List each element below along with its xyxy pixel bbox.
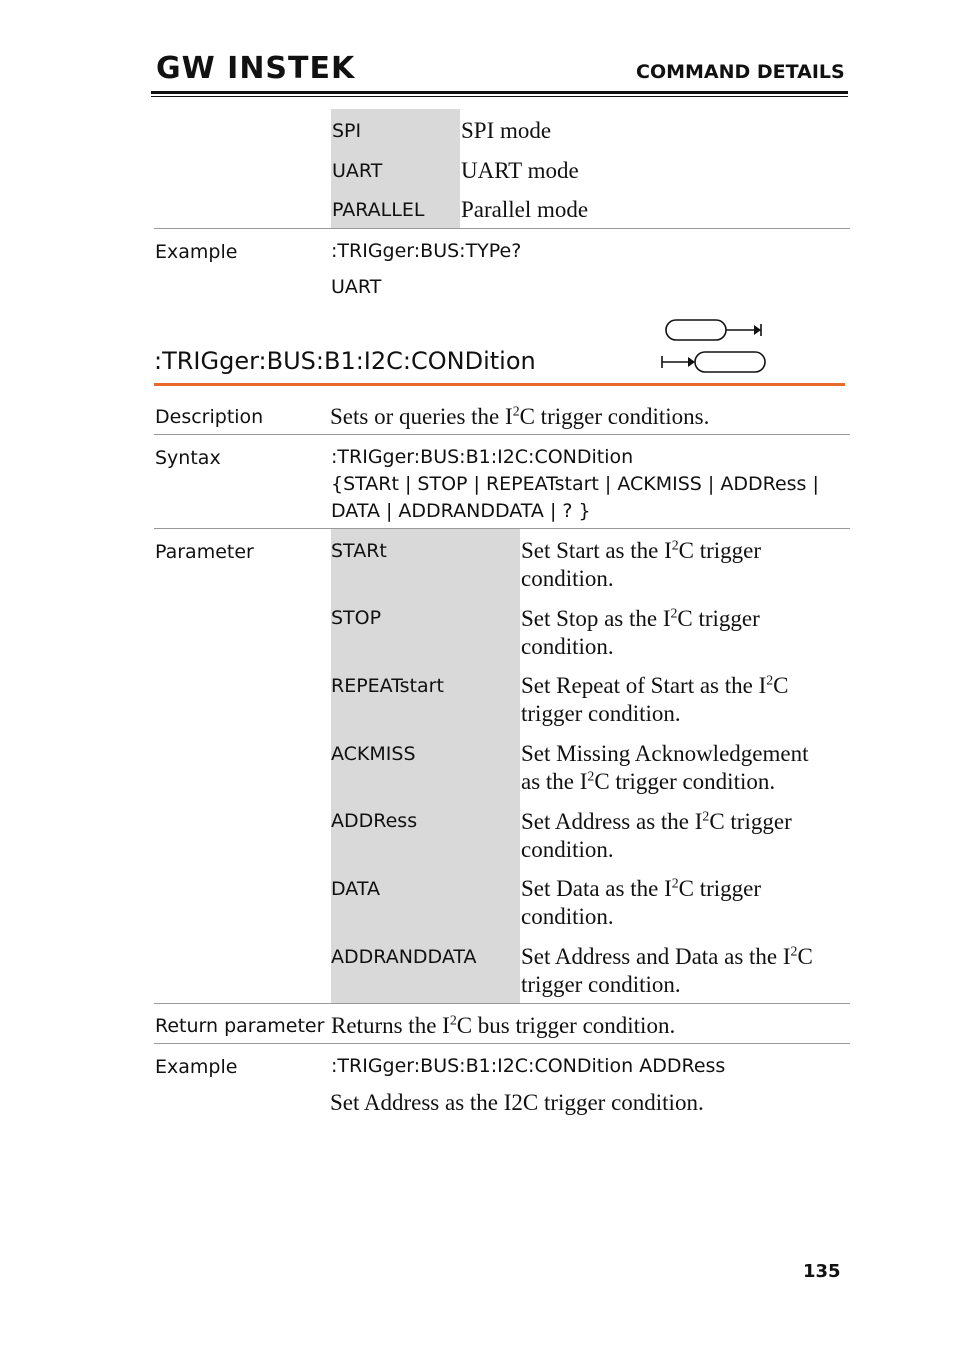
row-label-example: Example <box>155 241 238 263</box>
superscript: 2 <box>766 672 774 688</box>
row-divider <box>154 1003 850 1004</box>
row-divider <box>154 434 850 435</box>
param-desc-text: Set Missing Acknowledgement <box>521 741 809 766</box>
param-desc-text: condition. <box>521 904 614 929</box>
param-desc-text: Set Address as the I <box>521 809 703 834</box>
description-text <box>330 403 709 431</box>
superscript: 2 <box>449 1012 457 1028</box>
description-text-pre: Sets or queries the I <box>330 404 513 429</box>
row-label-description: Description <box>155 406 264 428</box>
superscript: 2 <box>671 875 679 891</box>
row-label-syntax: Syntax <box>155 447 221 469</box>
param-name: UART <box>332 160 383 182</box>
param-desc: SPI mode <box>461 118 552 143</box>
param-desc <box>521 740 808 796</box>
title-underline <box>154 383 845 386</box>
superscript: 2 <box>587 768 595 784</box>
param-desc-text: C <box>773 673 789 698</box>
row-label-example: Example <box>155 1056 238 1078</box>
superscript: 2 <box>670 605 678 621</box>
param-desc-text: Set Start as the I <box>521 538 672 563</box>
section-title: COMMAND DETAILS <box>636 61 845 83</box>
param-name: ADDRess <box>331 810 418 832</box>
param-desc-text: Set Stop as the I <box>521 606 671 631</box>
param-desc <box>521 808 792 864</box>
return-text-post: C bus trigger condition. <box>456 1013 676 1038</box>
row-label-return-parameter: Return parameter <box>155 1015 325 1037</box>
page-number: 135 <box>803 1261 841 1282</box>
return-parameter-text <box>331 1012 675 1040</box>
param-desc: UART mode <box>461 158 579 183</box>
example-command: :TRIGger:BUS:B1:I2C:CONDition ADDRess <box>331 1055 726 1077</box>
param-desc <box>521 672 789 728</box>
param-name: ADDRANDDATA <box>331 946 477 968</box>
param-name: SPI <box>332 120 362 142</box>
header-rule <box>151 91 848 94</box>
param-desc-text: condition. <box>521 837 614 862</box>
example-explanation: Set Address as the I2C trigger condition. <box>330 1090 704 1115</box>
syntax-line: DATA | ADDRANDDATA | ? } <box>331 500 591 522</box>
param-name: PARALLEL <box>332 199 425 221</box>
param-desc-text: trigger condition. <box>521 972 681 997</box>
syntax-line: :TRIGger:BUS:B1:I2C:CONDition <box>331 446 634 468</box>
param-name: STARt <box>331 540 387 562</box>
param-desc <box>521 537 761 593</box>
param-desc-text: C trigger condition. <box>594 769 776 794</box>
param-desc <box>521 943 813 999</box>
param-desc-text: C <box>797 944 813 969</box>
brand-logo: GW INSTEK <box>156 51 356 86</box>
example-response: UART <box>331 276 382 298</box>
row-label-parameter: Parameter <box>155 541 254 563</box>
param-desc-text: C trigger <box>709 809 792 834</box>
return-text-pre: Returns the I <box>331 1013 450 1038</box>
param-desc-text: condition. <box>521 634 614 659</box>
set-query-icons <box>658 316 770 376</box>
set-command-icon <box>666 320 761 340</box>
command-title: :TRIGger:BUS:B1:I2C:CONDition <box>154 347 536 375</box>
param-desc-text: Set Repeat of Start as the I <box>521 673 767 698</box>
param-desc-text: Set Data as the I <box>521 876 672 901</box>
param-desc <box>521 605 760 661</box>
param-name: REPEATstart <box>331 675 444 697</box>
param-desc-text: C trigger <box>677 606 760 631</box>
superscript: 2 <box>790 943 798 959</box>
param-desc-text: condition. <box>521 566 614 591</box>
superscript: 2 <box>671 537 679 553</box>
param-desc-text: C trigger <box>678 538 762 563</box>
superscript: 2 <box>702 808 710 824</box>
param-name: ACKMISS <box>331 743 416 765</box>
example-command: :TRIGger:BUS:TYPe? <box>331 240 522 262</box>
param-name: STOP <box>331 607 382 629</box>
param-desc-text: C trigger <box>678 876 762 901</box>
row-divider <box>154 1043 850 1044</box>
description-text-post: C trigger conditions. <box>519 404 710 429</box>
param-desc: Parallel mode <box>461 197 589 222</box>
param-desc-text: trigger condition. <box>521 701 681 726</box>
syntax-line: {STARt | STOP | REPEATstart | ACKMISS | ADDRess | <box>331 473 819 495</box>
param-desc-text: Set Address and Data as the I <box>521 944 791 969</box>
param-desc <box>521 875 761 931</box>
param-desc-text: as the I <box>521 769 588 794</box>
param-name: DATA <box>331 878 380 900</box>
header-rule-thin <box>151 96 848 97</box>
row-divider <box>154 228 850 229</box>
query-command-icon <box>662 352 765 372</box>
superscript: 2 <box>512 403 520 419</box>
